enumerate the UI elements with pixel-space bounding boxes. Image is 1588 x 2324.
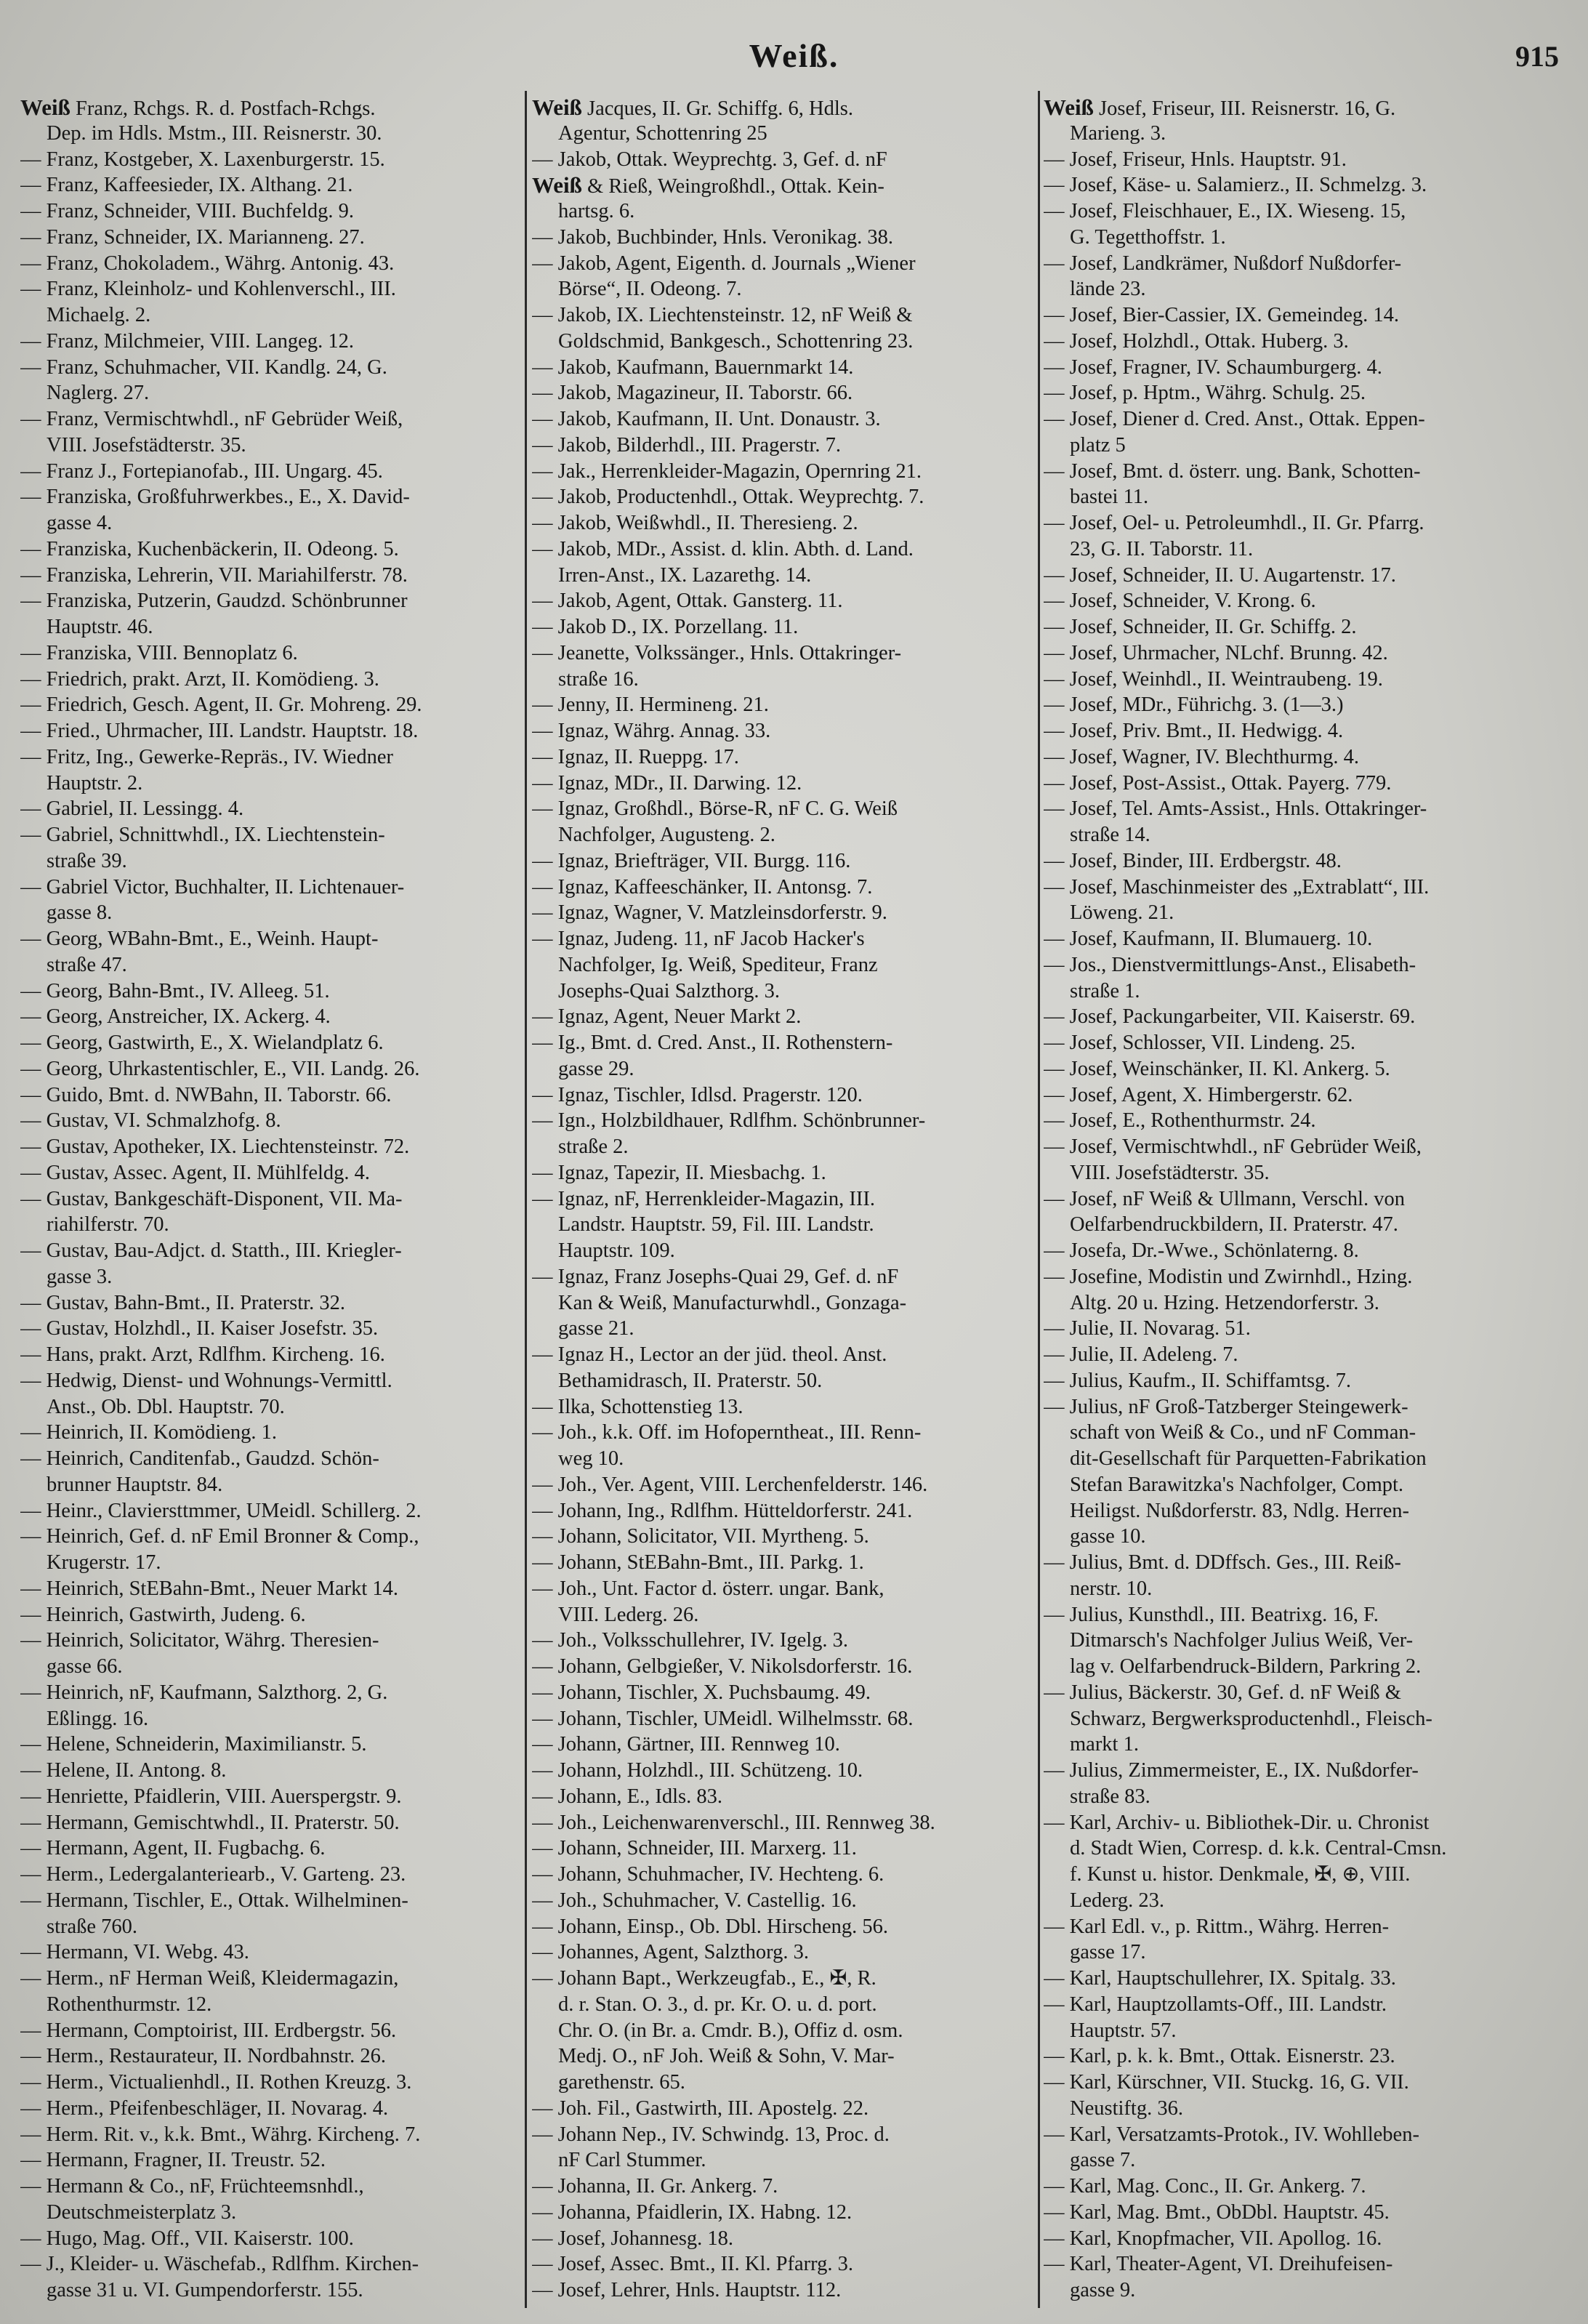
- directory-line: — Julius, Bmt. d. DDffsch. Ges., III. Reiß-: [1044, 1551, 1401, 1574]
- directory-line: — Josef, Fragner, IV. Schaumburgerg. 4.: [1044, 355, 1382, 379]
- directory-line: — Karl, Mag. Bmt., ObDbl. Hauptstr. 45.: [1044, 2200, 1390, 2224]
- directory-line: straße 2.: [558, 1135, 629, 1158]
- directory-line: Börse“, II. Odeong. 7.: [558, 278, 742, 301]
- directory-line: — Ignaz H., Lector an der jüd. theol. Anst.: [532, 1343, 887, 1366]
- surname-heading: Weiß: [20, 95, 70, 120]
- directory-line: — Johann, Gärtner, III. Rennweg 10.: [532, 1733, 840, 1756]
- directory-line: — Henriette, Pfaidlerin, VIII. Auerspergstr. 9.: [20, 1785, 402, 1808]
- directory-line: — Julius, nF Groß-Tatzberger Steingewerk-: [1044, 1395, 1408, 1418]
- directory-line: — Franz, Schneider, VIII. Buchfeldg. 9.: [20, 200, 354, 222]
- directory-line: — Karl, p. k. k. Bmt., Ottak. Eisnerstr. 23.: [1044, 2045, 1395, 2068]
- directory-line: — Herm., nF Herman Weiß, Kleidermagazin,: [20, 1967, 399, 1990]
- directory-line: gasse 66.: [47, 1655, 123, 1678]
- directory-line: — Johann, Holzhdl., III. Schützeng. 10.: [532, 1759, 863, 1782]
- directory-line: Eßlingg. 16.: [47, 1707, 149, 1730]
- directory-line: gasse 3.: [47, 1265, 113, 1288]
- directory-line: — Johanna, II. Gr. Ankerg. 7.: [532, 2175, 778, 2198]
- directory-line: gasse 21.: [558, 1317, 634, 1340]
- directory-line: — Friedrich, Gesch. Agent, II. Gr. Mohreng. 29.: [20, 693, 422, 717]
- directory-line: — Jenny, II. Hermineng. 21.: [532, 693, 769, 717]
- directory-line: markt 1.: [1070, 1733, 1139, 1756]
- directory-line: — Gabriel, Schnittwhdl., IX. Liechtenstein-: [20, 824, 385, 846]
- directory-line: — Karl, Hauptzollamts-Off., III. Landstr.: [1044, 1993, 1387, 2016]
- directory-line: brunner Hauptstr. 84.: [47, 1473, 223, 1496]
- directory-line: Stefan Barawitzka's Nachfolger, Compt.: [1070, 1473, 1404, 1496]
- directory-line: — Ignaz, Wagner, V. Matzleinsdorferstr. 9.: [532, 901, 887, 925]
- directory-line: — Josef, Weinhdl., II. Weintraubeng. 19.: [1044, 667, 1383, 691]
- directory-line: — Ignaz, Tapezir, II. Miesbachg. 1.: [532, 1161, 826, 1184]
- directory-line: — Franziska, VIII. Bennoplatz 6.: [20, 641, 298, 664]
- directory-line: f. Kunst u. histor. Denkmale, ✠, ⊕, VIII.: [1070, 1863, 1411, 1886]
- directory-line: gasse 8.: [47, 901, 113, 925]
- directory-line: Hauptstr. 57.: [1070, 2019, 1177, 2042]
- directory-line: riahilferstr. 70.: [47, 1213, 169, 1237]
- directory-line: — Joh., Unt. Factor d. österr. ungar. Bank,: [532, 1577, 884, 1600]
- directory-line: — Heinrich, nF, Kaufmann, Salzthorg. 2, G.: [20, 1681, 388, 1704]
- directory-line: gasse 9.: [1070, 2279, 1136, 2301]
- directory-line: — Josef, Tel. Amts-Assist., Hnls. Ottakringer-: [1044, 797, 1427, 821]
- directory-line: Landstr. Hauptstr. 59, Fil. III. Landstr.: [558, 1213, 874, 1237]
- directory-line: — Karl, Knopfmacher, VII. Apollog. 16.: [1044, 2227, 1382, 2250]
- directory-line: — Jakob, Bilderhdl., III. Pragerstr. 7.: [532, 433, 842, 457]
- directory-line: — Jakob, Agent, Eigenth. d. Journals „Wiener: [532, 252, 916, 275]
- directory-line: Michaelg. 2.: [47, 304, 151, 326]
- directory-line: — Ignaz, Währg. Annag. 33.: [532, 720, 771, 742]
- directory-line: G. Tegetthoffstr. 1.: [1070, 225, 1226, 249]
- directory-line: VIII. Josefstädterstr. 35.: [47, 433, 246, 457]
- directory-line: Weiß & Rieß, Weingroßhdl., Ottak. Kein-: [532, 172, 884, 198]
- directory-line: — Jos., Dienstvermittlungs-Anst., Elisabeth-: [1044, 953, 1416, 976]
- directory-line: — Jakob, Kaufmann, II. Unt. Donaustr. 3.: [532, 408, 881, 430]
- directory-line: — Julie, II. Adeleng. 7.: [1044, 1343, 1238, 1366]
- directory-line: straße 1.: [1070, 979, 1140, 1002]
- directory-line: — Josef, Binder, III. Erdbergstr. 48.: [1044, 849, 1342, 872]
- directory-line: — Josef, Oel- u. Petroleumhdl., II. Gr. Pfarrg.: [1044, 512, 1424, 534]
- directory-line: VIII. Josefstädterstr. 35.: [1070, 1161, 1270, 1184]
- directory-line: — Julius, Kunsthdl., III. Beatrixg. 16, F.: [1044, 1603, 1379, 1626]
- directory-line: — Georg, Bahn-Bmt., IV. Alleeg. 51.: [20, 979, 330, 1002]
- directory-line: — Johann, Schneider, III. Marxerg. 11.: [532, 1837, 857, 1860]
- directory-line: — Josef, Schlosser, VII. Lindeng. 25.: [1044, 1032, 1355, 1054]
- directory-line: bastei 11.: [1070, 486, 1149, 509]
- directory-line: Oelfarbendruckbildern, II. Praterstr. 47.: [1070, 1213, 1398, 1237]
- directory-line: — Jak., Herrenkleider-Magazin, Opernring 21.: [532, 459, 922, 483]
- directory-line: — Franziska, Lehrerin, VII. Mariahilferstr. 78.: [20, 563, 408, 587]
- directory-line: — Franz, Kostgeber, X. Laxenburgerstr. 15.: [20, 148, 385, 171]
- directory-line: — Karl, Versatzamts-Protok., IV. Wohlleben-: [1044, 2123, 1419, 2146]
- directory-line: — Heinrich, StEBahn-Bmt., Neuer Markt 14.: [20, 1577, 399, 1600]
- directory-line: — Heinr., Claviersttmmer, UMeidl. Schillerg. 2.: [20, 1499, 422, 1522]
- directory-line: — Franz, Schneider, IX. Marianneng. 27.: [20, 225, 365, 249]
- directory-line: — Helene, II. Antong. 8.: [20, 1759, 227, 1782]
- directory-line: gasse 10.: [1070, 1525, 1146, 1548]
- directory-line: — Josef, Lehrer, Hnls. Hauptstr. 112.: [532, 2279, 842, 2301]
- directory-line: — Josef, Fleischhauer, E., IX. Wieseng. 15,: [1044, 200, 1406, 222]
- directory-line: — Hermann, VI. Webg. 43.: [20, 1941, 249, 1964]
- directory-line: schaft von Weiß & Co., und nF Comman-: [1070, 1421, 1416, 1444]
- directory-line: — Josef, Diener d. Cred. Anst., Ottak. Eppen-: [1044, 408, 1425, 430]
- directory-line: Schwarz, Bergwerksproductenhdl., Fleisch-: [1070, 1707, 1432, 1730]
- directory-line: — Jakob, MDr., Assist. d. klin. Abth. d. Land.: [532, 537, 914, 560]
- running-head: Weiß.: [749, 37, 839, 74]
- directory-line: — Josef, Maschinmeister des „Extrablatt“, III.: [1044, 875, 1430, 898]
- directory-line: Agentur, Schottenring 25: [558, 121, 767, 145]
- directory-line: — Josef, Assec. Bmt., II. Kl. Pfarrg. 3.: [532, 2253, 853, 2276]
- directory-line: — Josef, nF Weiß & Ullmann, Verschl. von: [1044, 1187, 1405, 1210]
- directory-line: — Franziska, Putzerin, Gaudzd. Schönbrunner: [20, 590, 408, 613]
- directory-line: — Josef, Wagner, IV. Blechthurmg. 4.: [1044, 745, 1360, 768]
- directory-line: gasse 17.: [1070, 1941, 1146, 1964]
- column-divider: [1038, 91, 1040, 2308]
- directory-line: — Jakob, IX. Liechtensteinstr. 12, nF Weiß &: [532, 304, 913, 326]
- directory-line: — Ig., Bmt. d. Cred. Anst., II. Rothenstern-: [532, 1032, 893, 1054]
- directory-line: — Guido, Bmt. d. NWBahn, II. Taborstr. 66.: [20, 1083, 392, 1106]
- directory-line: — Jeanette, Volkssänger., Hnls. Ottakringer-: [532, 641, 902, 664]
- directory-line: — Johannes, Agent, Salzthorg. 3.: [532, 1941, 810, 1964]
- directory-line: — Jakob, Magazineur, II. Taborstr. 66.: [532, 382, 853, 405]
- directory-line: Chr. O. (in Br. a. Cmdr. B.), Offiz d. osm.: [558, 2019, 903, 2042]
- directory-column-2: [532, 95, 1033, 2304]
- column-divider: [525, 91, 527, 2308]
- directory-line: — Josef, Bier-Cassier, IX. Gemeindeg. 14.: [1044, 304, 1400, 326]
- surname-heading: Weiß: [532, 95, 582, 120]
- directory-line: — Julius, Bäckerstr. 30, Gef. d. nF Weiß &: [1044, 1681, 1401, 1704]
- directory-line: gasse 4.: [47, 512, 113, 534]
- directory-line: Löweng. 21.: [1070, 901, 1174, 925]
- directory-line: — Josef, Priv. Bmt., II. Hedwigg. 4.: [1044, 720, 1344, 742]
- directory-line: — Heinrich, II. Komödieng. 1.: [20, 1421, 278, 1444]
- directory-line: — Julie, II. Novarag. 51.: [1044, 1317, 1251, 1340]
- directory-line: Irren-Anst., IX. Lazarethg. 14.: [558, 563, 812, 587]
- directory-line: — Josef, Schneider, II. U. Augartenstr. 17.: [1044, 563, 1396, 587]
- directory-line: — Ignaz, Tischler, Idlsd. Pragerstr. 120.: [532, 1083, 863, 1106]
- directory-line: Ditmarsch's Nachfolger Julius Weiß, Ver-: [1070, 1629, 1414, 1652]
- directory-line: — Johann, Tischler, UMeidl. Wilhelmsstr. 68.: [532, 1707, 914, 1730]
- directory-line: nerstr. 10.: [1070, 1577, 1153, 1600]
- directory-line: — Gustav, VI. Schmalzhofg. 8.: [20, 1109, 281, 1133]
- directory-line: straße 83.: [1070, 1785, 1150, 1808]
- directory-line: Bethamidrasch, II. Praterstr. 50.: [558, 1369, 823, 1392]
- directory-line: — Joh., k.k. Off. im Hofoperntheat., III. Renn-: [532, 1421, 922, 1444]
- directory-line: — Hermann, Agent, II. Fugbachg. 6.: [20, 1837, 326, 1860]
- directory-line: — Jakob, Ottak. Weyprechtg. 3, Gef. d. nF: [532, 148, 887, 171]
- directory-line: hartsg. 6.: [558, 200, 635, 222]
- directory-line: gasse 29.: [558, 1057, 634, 1080]
- directory-line: — Hans, prakt. Arzt, Rdlfhm. Kircheng. 16.: [20, 1343, 385, 1366]
- directory-line: — Franz, Vermischtwhdl., nF Gebrüder Weiß,: [20, 408, 403, 430]
- directory-line: d. Stadt Wien, Corresp. d. k.k. Central-Cmsn.: [1070, 1837, 1447, 1860]
- directory-line: — Ignaz, Judeng. 11, nF Jacob Hacker's: [532, 928, 865, 950]
- page-header: [0, 29, 1588, 87]
- directory-line: — Josef, Vermischtwhdl., nF Gebrüder Weiß,: [1044, 1135, 1422, 1158]
- directory-line: — Franz, Kleinholz- und Kohlenverschl., III.: [20, 278, 396, 301]
- directory-line: — Joh. Fil., Gastwirth, III. Apostelg. 22.: [532, 2096, 869, 2120]
- directory-line: — Franz, Schuhmacher, VII. Kandlg. 24, G.: [20, 355, 387, 379]
- directory-line: — Heinrich, Solicitator, Währg. Theresien-: [20, 1629, 379, 1652]
- directory-line: — Jakob, Buchbinder, Hnls. Veronikag. 38.: [532, 225, 894, 249]
- directory-line: — Hermann & Co., nF, Früchteemsnhdl.,: [20, 2175, 364, 2198]
- directory-line: — Johann, Solicitator, VII. Myrtheng. 5.: [532, 1525, 869, 1548]
- directory-line: — Jakob, Agent, Ottak. Gansterg. 11.: [532, 590, 843, 613]
- directory-line: — Johann, Ing., Rdlfhm. Hütteldorferstr. 241.: [532, 1499, 913, 1522]
- directory-line: — Josefine, Modistin und Zwirnhdl., Hzing.: [1044, 1265, 1413, 1288]
- directory-line: — Johann Nep., IV. Schwindg. 13, Proc. d.: [532, 2123, 890, 2146]
- directory-line: — Heinrich, Gastwirth, Judeng. 6.: [20, 1603, 306, 1626]
- directory-line: nF Carl Stummer.: [558, 2149, 706, 2172]
- directory-line: — Friedrich, prakt. Arzt, II. Komödieng. 3.: [20, 667, 379, 691]
- directory-line: — Ignaz, Großhdl., Börse-R, nF C. G. Weiß: [532, 797, 898, 821]
- directory-line: — Karl, Theater-Agent, VI. Dreihufeisen-: [1044, 2253, 1393, 2276]
- directory-line: — Fried., Uhrmacher, III. Landstr. Hauptstr. 18.: [20, 720, 419, 742]
- directory-line: — Ilka, Schottenstieg 13.: [532, 1395, 743, 1418]
- directory-line: — Johann, Schuhmacher, IV. Hechteng. 6.: [532, 1863, 884, 1886]
- directory-line: — Helene, Schneiderin, Maximilianstr. 5.: [20, 1733, 367, 1756]
- directory-line: — Josef, Uhrmacher, NLchf. Brunng. 42.: [1044, 641, 1388, 664]
- directory-line: garethenstr. 65.: [558, 2071, 685, 2094]
- directory-line: — Herm. Rit. v., k.k. Bmt., Währg. Kircheng. 7.: [20, 2123, 421, 2146]
- directory-line: Marieng. 3.: [1070, 121, 1166, 145]
- directory-line: lag v. Oelfarbendruck-Bildern, Parkring 2.: [1070, 1655, 1422, 1678]
- directory-line: — Hedwig, Dienst- und Wohnungs-Vermittl.: [20, 1369, 392, 1392]
- directory-line: — Jakob, Weißwhdl., II. Theresieng. 2.: [532, 512, 858, 534]
- directory-line: — Johann, Gelbgießer, V. Nikolsdorferstr. 16.: [532, 1655, 913, 1678]
- directory-line: — Johann, Tischler, X. Puchsbaumg. 49.: [532, 1681, 871, 1704]
- directory-line: — Josef, Post-Assist., Ottak. Payerg. 779.: [1044, 771, 1392, 795]
- directory-line: Anst., Ob. Dbl. Hauptstr. 70.: [47, 1395, 285, 1418]
- directory-line: — Franz, Kaffeesieder, IX. Althang. 21.: [20, 174, 353, 197]
- directory-line: straße 14.: [1070, 824, 1150, 846]
- directory-line: Lederg. 23.: [1070, 1889, 1165, 1912]
- directory-line: — Gabriel Victor, Buchhalter, II. Lichtenauer-: [20, 875, 405, 898]
- directory-line: — Fritz, Ing., Gewerke-Repräs., IV. Wiedner: [20, 745, 394, 768]
- directory-line: — Joh., Leichenwarenverschl., III. Rennweg 38.: [532, 1811, 935, 1834]
- directory-line: Neustiftg. 36.: [1070, 2096, 1183, 2120]
- directory-line: — Jakob, Kaufmann, Bauernmarkt 14.: [532, 355, 854, 379]
- directory-line: Hauptstr. 109.: [558, 1239, 675, 1262]
- directory-line: — Herm., Pfeifenbeschläger, II. Novarag. 4.: [20, 2096, 389, 2120]
- directory-line: — Heinrich, Gef. d. nF Emil Bronner & Comp.,: [20, 1525, 419, 1548]
- directory-line: — Hermann, Comptoirist, III. Erdbergstr. 56.: [20, 2019, 397, 2042]
- directory-line: — Jakob D., IX. Porzellang. 11.: [532, 616, 799, 638]
- directory-line: Altg. 20 u. Hzing. Hetzendorferstr. 3.: [1070, 1291, 1379, 1314]
- directory-line: straße 760.: [47, 1915, 138, 1938]
- directory-line: — Gabriel, II. Lessingg. 4.: [20, 797, 244, 821]
- directory-line: — Hermann, Gemischtwhdl., II. Praterstr. 50.: [20, 1811, 400, 1834]
- directory-line: lände 23.: [1070, 278, 1146, 301]
- directory-line: — Georg, Gastwirth, E., X. Wielandplatz 6.: [20, 1032, 384, 1054]
- directory-line: — Ignaz, Agent, Neuer Markt 2.: [532, 1005, 802, 1029]
- page-number: 915: [1515, 40, 1559, 73]
- directory-line: — Karl, Mag. Conc., II. Gr. Ankerg. 7.: [1044, 2175, 1366, 2198]
- directory-line: — Ignaz, MDr., II. Darwing. 12.: [532, 771, 802, 795]
- directory-line: — Herm., Ledergalanteriearb., V. Garteng. 23.: [20, 1863, 406, 1886]
- directory-line: — Josef, Friseur, Hnls. Hauptstr. 91.: [1044, 148, 1347, 171]
- directory-line: Josephs-Quai Salzthorg. 3.: [558, 979, 781, 1002]
- directory-line: — Johann, Einsp., Ob. Dbl. Hirscheng. 56.: [532, 1915, 888, 1938]
- directory-line: platz 5: [1070, 433, 1126, 457]
- directory-line: — Joh., Ver. Agent, VIII. Lerchenfelderstr. 146.: [532, 1473, 928, 1496]
- directory-line: — Ign., Holzbildhauer, Rdlfhm. Schönbrunner-: [532, 1109, 926, 1133]
- directory-line: Naglerg. 27.: [47, 382, 150, 405]
- directory-line: — Jakob, Productenhdl., Ottak. Weyprechtg. 7.: [532, 486, 924, 509]
- directory-line: — Franz J., Fortepianofab., III. Ungarg. 45.: [20, 459, 383, 483]
- directory-line: — Herm., Restaurateur, II. Nordbahnstr. 26.: [20, 2045, 387, 2068]
- directory-line: — Josef, Bmt. d. österr. ung. Bank, Schotten-: [1044, 459, 1421, 483]
- surname-heading: Weiß: [532, 172, 582, 198]
- directory-line: — Karl Edl. v., p. Rittm., Währg. Herren-: [1044, 1915, 1390, 1938]
- directory-line: Nachfolger, Augusteng. 2.: [558, 824, 775, 846]
- directory-line: Medj. O., nF Joh. Weiß & Sohn, V. Mar-: [558, 2045, 895, 2068]
- directory-line: gasse 31 u. VI. Gumpendorferstr. 155.: [47, 2279, 363, 2301]
- directory-line: — Karl, Archiv- u. Bibliothek-Dir. u. Chronist: [1044, 1811, 1430, 1834]
- directory-line: straße 39.: [47, 849, 127, 872]
- directory-line: — J., Kleider- u. Wäschefab., Rdlfhm. Kirchen-: [20, 2253, 419, 2276]
- directory-line: — Josefa, Dr.-Wwe., Schönlaterng. 8.: [1044, 1239, 1359, 1262]
- directory-line: — Josef, Packungarbeiter, VII. Kaiserstr. 69.: [1044, 1005, 1416, 1029]
- directory-line: weg 10.: [558, 1447, 624, 1470]
- directory-line: — Georg, WBahn-Bmt., E., Weinh. Haupt-: [20, 928, 379, 950]
- directory-line: — Julius, Kaufm., II. Schiffamtsg. 7.: [1044, 1369, 1351, 1392]
- directory-line: — Gustav, Bau-Adjct. d. Statth., III. Kriegler-: [20, 1239, 402, 1262]
- directory-line: — Johann, E., Idls. 83.: [532, 1785, 723, 1808]
- directory-line: — Franz, Chokoladem., Währg. Antonig. 43.: [20, 252, 395, 275]
- directory-line: Krugerstr. 17.: [47, 1551, 161, 1574]
- directory-line: — Joh., Schuhmacher, V. Castellig. 16.: [532, 1889, 857, 1912]
- directory-line: — Julius, Zimmermeister, E., IX. Nußdorfer-: [1044, 1759, 1419, 1782]
- directory-line: — Hermann, Fragner, II. Treustr. 52.: [20, 2149, 326, 2172]
- directory-line: — Josef, Schneider, V. Krong. 6.: [1044, 590, 1316, 613]
- directory-line: Weiß Josef, Friseur, III. Reisnerstr. 16, G.: [1044, 95, 1396, 120]
- directory-line: — Franziska, Kuchenbäckerin, II. Odeong. 5.: [20, 537, 399, 560]
- directory-line: — Ignaz, Briefträger, VII. Burgg. 116.: [532, 849, 851, 872]
- directory-line: — Josef, p. Hptm., Währg. Schulg. 25.: [1044, 382, 1366, 405]
- directory-line: — Gustav, Assec. Agent, II. Mühlfeldg. 4.: [20, 1161, 371, 1184]
- directory-line: — Josef, MDr., Führichg. 3. (1—3.): [1044, 693, 1344, 717]
- directory-line: straße 16.: [558, 667, 639, 691]
- directory-line: Goldschmid, Bankgesch., Schottenring 23.: [558, 329, 914, 353]
- directory-line: — Josef, Agent, X. Himbergerstr. 62.: [1044, 1083, 1353, 1106]
- directory-line: — Karl, Kürschner, VII. Stuckg. 16, G. VII.: [1044, 2071, 1409, 2094]
- directory-line: — Josef, Landkrämer, Nußdorf Nußdorfer-: [1044, 252, 1402, 275]
- directory-line: Deutschmeisterplatz 3.: [47, 2200, 237, 2224]
- directory-line: 23, G. II. Taborstr. 11.: [1070, 537, 1254, 560]
- directory-line: — Johann, StEBahn-Bmt., III. Parkg. 1.: [532, 1551, 864, 1574]
- directory-line: — Ignaz, Franz Josephs-Quai 29, Gef. d. nF: [532, 1265, 899, 1288]
- directory-line: — Josef, Käse- u. Salamierz., II. Schmelzg. 3.: [1044, 174, 1427, 197]
- directory-line: — Herm., Victualienhdl., II. Rothen Kreuzg. 3.: [20, 2071, 412, 2094]
- directory-line: — Hugo, Mag. Off., VII. Kaiserstr. 100.: [20, 2227, 354, 2250]
- directory-line: Kan & Weiß, Manufacturwhdl., Gonzaga-: [558, 1291, 907, 1314]
- directory-line: — Joh., Volksschullehrer, IV. Igelg. 3.: [532, 1629, 849, 1652]
- directory-line: Hauptstr. 2.: [47, 771, 143, 795]
- directory-line: — Georg, Anstreicher, IX. Ackerg. 4.: [20, 1005, 331, 1029]
- directory-line: Dep. im Hdls. Mstm., III. Reisnerstr. 30.: [47, 121, 382, 145]
- directory-line: — Franziska, Großfuhrwerkbes., E., X. David-: [20, 486, 410, 509]
- directory-line: — Gustav, Apotheker, IX. Liechtensteinstr. 72.: [20, 1135, 410, 1158]
- directory-column-1: [20, 95, 522, 2304]
- directory-line: — Ignaz, II. Rueppg. 17.: [532, 745, 739, 768]
- directory-line: — Josef, E., Rothenthurmstr. 24.: [1044, 1109, 1316, 1133]
- directory-line: dit-Gesellschaft für Parquetten-Fabrikation: [1070, 1447, 1427, 1470]
- directory-line: — Josef, Weinschänker, II. Kl. Ankerg. 5.: [1044, 1057, 1390, 1080]
- directory-line: straße 47.: [47, 953, 127, 976]
- directory-line: — Gustav, Holzhdl., II. Kaiser Josefstr. 35.: [20, 1317, 379, 1340]
- surname-heading: Weiß: [1044, 95, 1094, 120]
- directory-column-3: [1044, 95, 1563, 2304]
- directory-line: — Johanna, Pfaidlerin, IX. Habng. 12.: [532, 2200, 853, 2224]
- directory-line: VIII. Lederg. 26.: [558, 1603, 699, 1626]
- directory-line: — Josef, Schneider, II. Gr. Schiffg. 2.: [1044, 616, 1357, 638]
- directory-line: d. r. Stan. O. 3., d. pr. Kr. O. u. d. port.: [558, 1993, 877, 2016]
- directory-line: — Heinrich, Canditenfab., Gaudzd. Schön-: [20, 1447, 379, 1470]
- directory-line: Weiß Jacques, II. Gr. Schiffg. 6, Hdls.: [532, 95, 853, 120]
- directory-line: Hauptstr. 46.: [47, 616, 153, 638]
- directory-line: — Ignaz, nF, Herrenkleider-Magazin, III.: [532, 1187, 875, 1210]
- directory-line: Weiß Franz, Rchgs. R. d. Postfach-Rchgs.: [20, 95, 376, 120]
- directory-line: Nachfolger, Ig. Weiß, Spediteur, Franz: [558, 953, 878, 976]
- directory-line: — Franz, Milchmeier, VIII. Langeg. 12.: [20, 329, 354, 353]
- directory-line: Rothenthurmstr. 12.: [47, 1993, 212, 2016]
- directory-line: — Josef, Holzhdl., Ottak. Huberg. 3.: [1044, 329, 1349, 353]
- directory-line: gasse 7.: [1070, 2149, 1136, 2172]
- directory-line: — Gustav, Bankgeschäft-Disponent, VII. Ma-: [20, 1187, 403, 1210]
- directory-line: — Johann Bapt., Werkzeugfab., E., ✠, R.: [532, 1967, 876, 1990]
- directory-line: — Josef, Kaufmann, II. Blumauerg. 10.: [1044, 928, 1373, 950]
- directory-line: — Hermann, Tischler, E., Ottak. Wilhelminen-: [20, 1889, 408, 1912]
- directory-line: Heiligst. Nußdorferstr. 83, Ndlg. Herren-: [1070, 1499, 1409, 1522]
- directory-line: — Gustav, Bahn-Bmt., II. Praterstr. 32.: [20, 1291, 345, 1314]
- directory-line: — Karl, Hauptschullehrer, IX. Spitalg. 33.: [1044, 1967, 1396, 1990]
- directory-line: — Georg, Uhrkastentischler, E., VII. Landg. 26.: [20, 1057, 420, 1080]
- directory-line: — Josef, Johannesg. 18.: [532, 2227, 734, 2250]
- directory-line: — Ignaz, Kaffeeschänker, II. Antonsg. 7.: [532, 875, 873, 898]
